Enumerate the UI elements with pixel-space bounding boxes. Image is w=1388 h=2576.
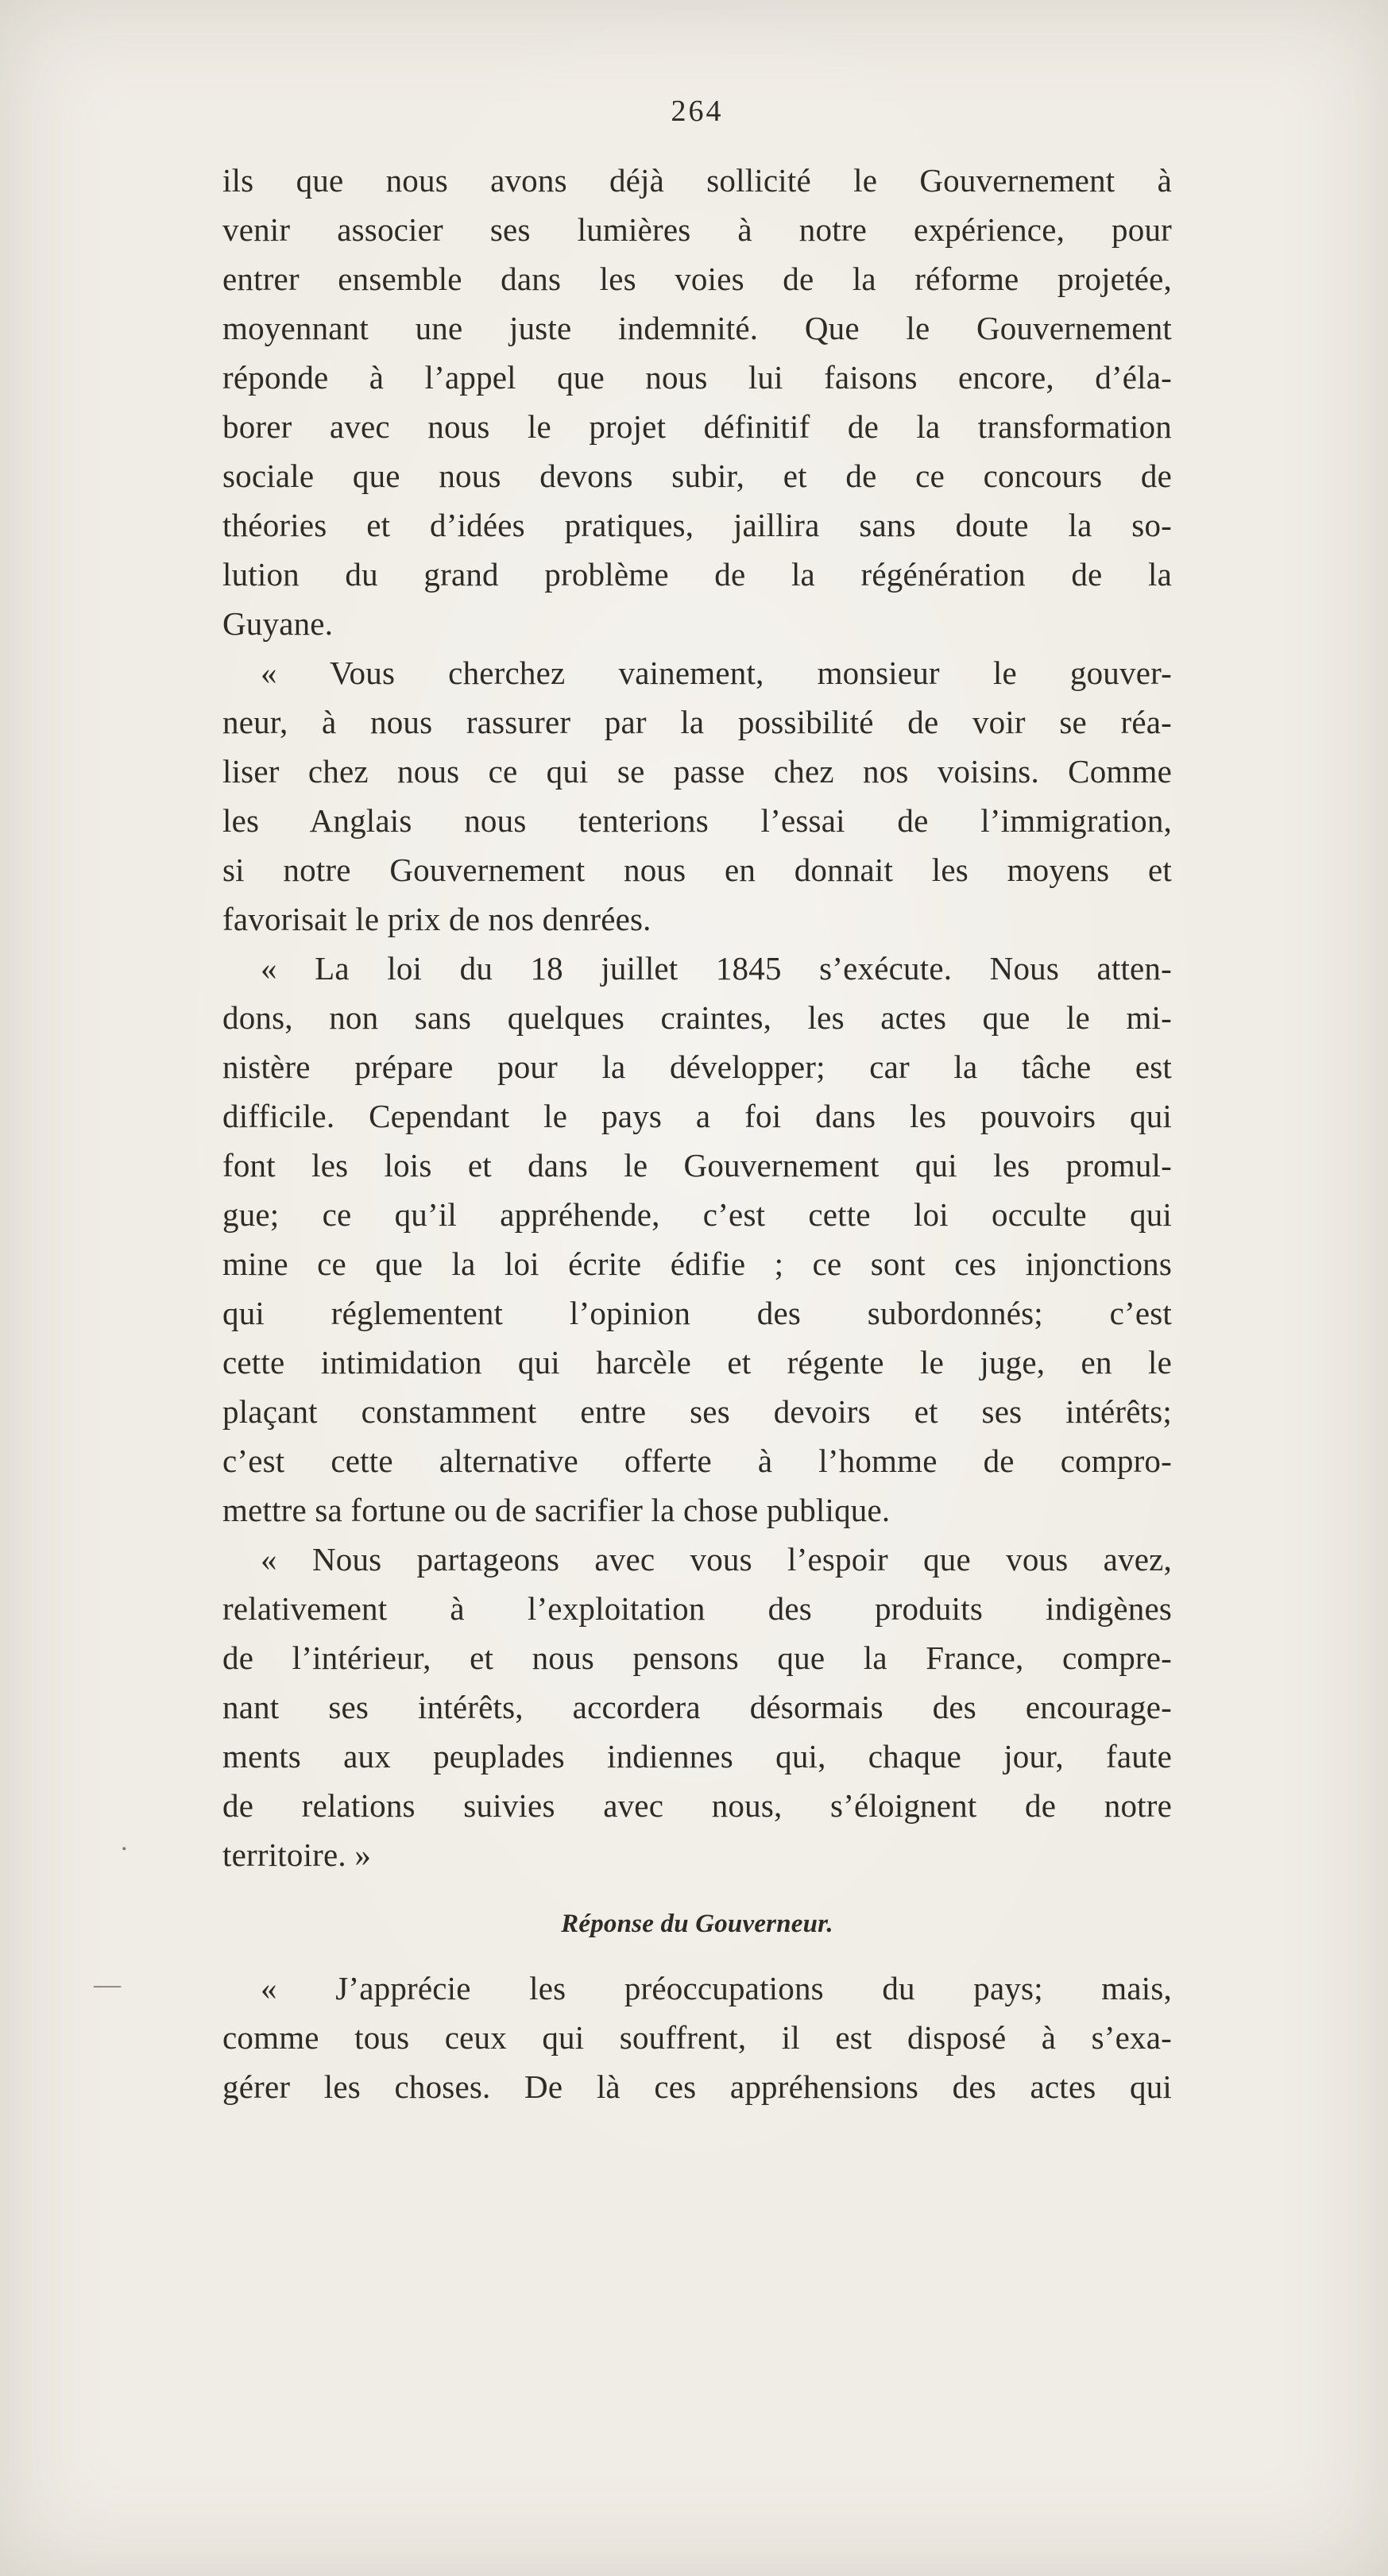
text-line: borer avec nous le projet définitif de la transformation [222,408,1172,445]
text-line: théories et d’idées pratiques, jaillira sans doute la so- [222,507,1172,543]
text-line: ils que nous avons déjà sollicité le Gouvernement à [222,162,1172,199]
text-line: liser chez nous ce qui se passe chez nos voisins. Comme [222,753,1172,790]
text-line: neur, à nous rassurer par la possibilité de voir se réa- [222,704,1172,740]
text-line: sociale que nous devons subir, et de ce concours de [222,458,1172,494]
text-line: moyennant une juste indemnité. Que le Gouvernement [222,310,1172,346]
section-heading: Réponse du Gouverneur. [561,1910,833,1938]
text-line: « J’apprécie les préoccupations du pays; mais, [261,1970,1172,2006]
text-line: relativement à l’exploitation des produits indigènes [222,1590,1172,1627]
text-line: ments aux peuplades indiennes qui, chaque jour, faute [222,1738,1172,1775]
text-line: plaçant constamment entre ses devoirs et ses intérêts; [222,1393,1172,1430]
page-number: 264 [671,95,724,128]
text-line: font les lois et dans le Gouvernement qui les promul- [222,1147,1172,1184]
text-line: si notre Gouvernement nous en donnait les moyens et [222,852,1172,888]
paragraph [222,156,1172,648]
text-line: cette intimidation qui harcèle et régente le juge, en le [222,1344,1172,1381]
scan-artifact-dot: . [121,1827,128,1856]
text-line: mine ce que la loi écrite édifie ; ce sont ces injonctions [222,1246,1172,1282]
text-line: difficile. Cependant le pays a foi dans les pouvoirs qui [222,1098,1172,1134]
text-line: nistère prépare pour la développer; car la tâche est [222,1049,1172,1085]
text-line: territoire. » [222,1836,372,1873]
text-block [222,156,1172,2111]
text-line: mettre sa fortune ou de sacrifier la chose publique. [222,1492,891,1528]
text-line: « La loi du 18 juillet 1845 s’exécute. Nous atten- [261,950,1172,987]
scan-artifact-dash: — [94,1970,121,1999]
text-line: qui réglementent l’opinion des subordonnés; c’est [222,1295,1172,1331]
text-line: de l’intérieur, et nous pensons que la France, compre- [222,1639,1172,1676]
text-line: Guyane. [222,605,334,642]
text-line: lution du grand problème de la régénération de la [222,556,1172,593]
text-line: réponde à l’appel que nous lui faisons encore, d’éla- [222,359,1172,396]
text-line: « Vous cherchez vainement, monsieur le gouver- [261,655,1172,691]
paragraph [222,1535,1172,1879]
text-line: comme tous ceux qui souffrent, il est disposé à s’exa- [222,2019,1172,2056]
text-line: c’est cette alternative offerte à l’homme de compro- [222,1442,1172,1479]
text-line: gue; ce qu’il appréhende, c’est cette loi occulte qui [222,1196,1172,1233]
text-line: venir associer ses lumières à notre expérience, pour [222,211,1172,248]
text-line: gérer les choses. De là ces appréhensions des actes qui [222,2068,1172,2105]
text-line: entrer ensemble dans les voies de la réforme projetée, [222,261,1172,297]
text-line: « Nous partageons avec vous l’espoir que vous avez, [261,1541,1172,1578]
paragraph [222,1964,1172,2111]
text-line: favorisait le prix de nos denrées. [222,901,651,937]
text-line: nant ses intérêts, accordera désormais des encourage- [222,1689,1172,1725]
text-line: les Anglais nous tenterions l’essai de l’immigration, [222,802,1172,839]
text-line: dons, non sans quelques craintes, les actes que le mi- [222,999,1172,1036]
paragraph [222,944,1172,1535]
paragraph [222,648,1172,944]
text-line: de relations suivies avec nous, s’éloignent de notre [222,1787,1172,1824]
